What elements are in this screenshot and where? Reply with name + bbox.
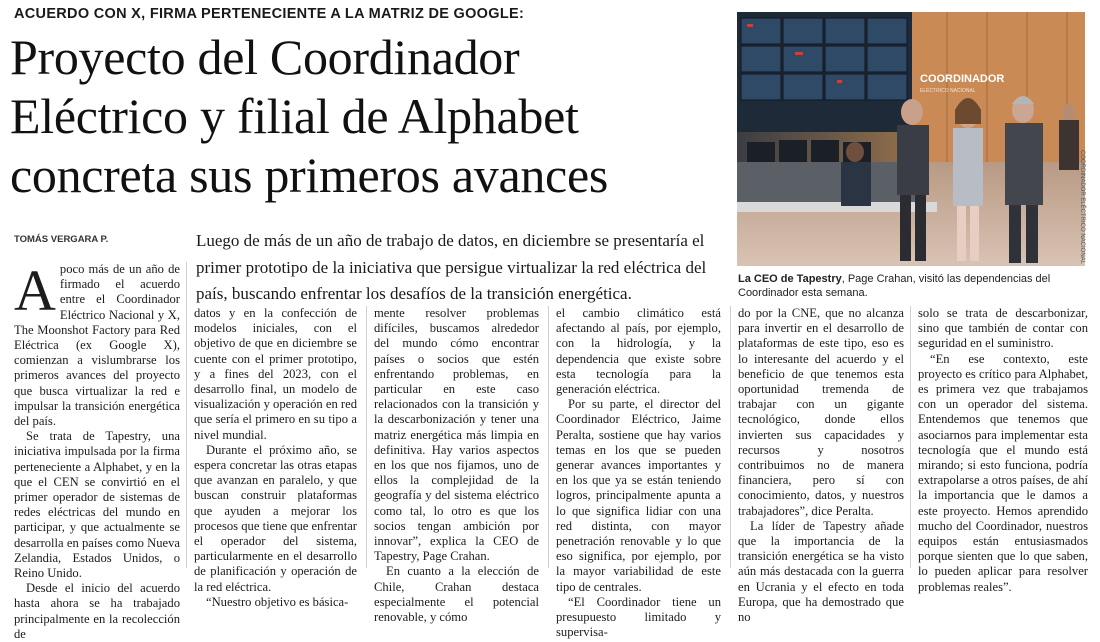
body-column-4 <box>556 306 721 640</box>
body-paragraph: “En ese contexto, este proyecto es crítico para Alphabet, es primera vez que trabajamos con un operador del sistema. Entendemos que tenemos que asociarnos para implementar esta tecnología que el mundo está mirando; si esto funciona, podría extrapolarse a otros países, de ahí la importancia que le damos a este proyecto. Hemos aprendido mucho del Coordinador, nuestros equipos están entusiasmados porque sienten que lo que saben, lo pueden aplicar para resolver problemas reales”. <box>918 351 1088 594</box>
body-column-1 <box>14 258 180 642</box>
photo-caption <box>738 272 1088 300</box>
body-paragraph: Se trata de Tapestry, una iniciativa impulsada por la firma perteneciente a Alphabet, y en la que el CEN se convirtió en el primer operador de sistemas de redes eléctricas del mundo en participar, y que actualmente se desarrolla en países como Nueva Zelandia, Estados Unidos, o Reino Unido. <box>14 429 180 581</box>
drop-cap: A <box>14 258 56 323</box>
caption-text: , Page Crahan, visitó las dependencias del Coordinador esta semana. <box>738 273 1051 299</box>
body-paragraph: datos y en la confección de modelos iniciales, con el objetivo de que en diciembre se cuente con el primer prototipo, y a fines del 2023, con el desarrollo final, un modelo de visualización y operación en red que sería el primero en su tipo a nivel mundial. <box>194 306 357 442</box>
body-paragraph: mente resolver problemas difíciles, buscamos alrededor del mundo cómo encontrar países o socios que estén enfrentando problemas, en particular en este caso relacionados con la transición y la descarbonización y tener una matriz energética más limpia en definitiva. Hay varios aspectos en los que nos fijamos, uno de ellos la complejidad de la geografía y del sistema eléctrico como tal, lo otro es que los socios tengan ambición por innovar”, explica la CEO de Tapestry, Page Crahan. <box>374 306 539 564</box>
byline: TOMÁS VERGARA P. <box>14 234 109 245</box>
article-headline <box>10 28 730 205</box>
photo-credit: COORDINADOR ELÉCTRICO NACIONAL <box>1079 150 1085 265</box>
body-column-3 <box>374 306 539 625</box>
body-paragraph: Desde el inicio del acuerdo hasta ahora se ha trabajado principalmente en la recolección de <box>14 581 180 641</box>
body-column-5 <box>738 306 904 625</box>
caption-bold: La CEO de Tapestry <box>738 273 842 285</box>
column-rule <box>548 306 549 568</box>
body-paragraph: Durante el próximo año, se espera concretar las otras etapas que avanzan en paralelo, y que buscan construir plataformas que ayuden a mejorar los procesos que tiene que enfrentar el operador del sistema, particularmente en el desarrollo de planificación y operación de la red eléctrica. <box>194 442 357 594</box>
article-lede: Luego de más de un año de trabajo de datos, en diciembre se presentaría el primer prototipo de la iniciativa que persigue virtualizar la red eléctrica del país, buscando enfrentar los desafíos de la transición energética. <box>196 231 707 303</box>
headline-line-3: concreta sus primeros avances <box>10 147 608 203</box>
article-photo <box>737 12 1085 266</box>
body-paragraph: solo se trata de descarbonizar, sino que también de contar con seguridad en el suministro. <box>918 306 1088 351</box>
column-rule <box>186 262 187 568</box>
headline-line-2: Eléctrico y filial de Alphabet <box>10 88 579 144</box>
photo-sign-text: COORDINADOR <box>920 73 1005 85</box>
body-column-6 <box>918 306 1088 595</box>
body-paragraph: el cambio climático está afectando al país, por ejemplo, con la hidrología, y la dependencia que existe sobre esta tecnología para la generación eléctrica. <box>556 306 721 397</box>
body-paragraph: Por su parte, el director del Coordinador Eléctrico, Jaime Peralta, sostiene que hay varios temas en los que se pueden generar avances importantes y en los que ya se están teniendo logros, principalmente apunta a lo que significa lidiar con una red distinta, con mayor penetración renovable y lo que eso significa, por ejemplo, por la mayor variabilidad de este tipo de centrales. <box>556 397 721 594</box>
body-paragraph: “El Coordinador tiene un presupuesto limitado y supervisa- <box>556 594 721 640</box>
body-column-2 <box>194 306 357 610</box>
column-rule <box>910 306 911 568</box>
column-rule <box>366 306 367 568</box>
body-paragraph: La líder de Tapestry añade que la importancia de la transición energética se ha visto aún más destacada con la guerra en Ucrania y el efecto en toda Europa, que ha demostrado que no <box>738 518 904 625</box>
body-paragraph: do por la CNE, que no alcanza para invertir en el desarrollo de plataformas de este tipo, eso es lo interesante del acuerdo y el beneficio de que tenemos esta oportunidad tremenda de trabajar con un gigante tecnológico, donde ellos invierten sus capacidades y recursos y nosotros contribuimos no de manera financiera, pero sí con conocimiento, datos, y nuestros trabajadores”, dice Peralta. <box>738 306 904 518</box>
body-paragraph: “Nuestro objetivo es básica- <box>206 594 349 609</box>
column-rule <box>730 306 731 568</box>
paragraph-text: poco más de un año de firmado el acuerdo entre el Coordinador Eléctrico Nacional y X, The Moonshot Factory para Red Eléctrica (ex Google X), comienzan a vislumbrarse los primeros avances del proyecto que busca virtualizar la red e impulsar la transición energética del país. <box>14 262 180 429</box>
article-kicker: ACUERDO CON X, FIRMA PERTENECIENTE A LA MATRIZ DE GOOGLE: <box>14 6 525 22</box>
body-paragraph: En cuanto a la elección de Chile, Crahan destaca especialmente el potencial renovable, y cómo <box>374 564 539 625</box>
photo-sign-subtext: ELÉCTRICO NACIONAL <box>920 88 976 94</box>
body-paragraph <box>14 258 180 429</box>
control-room-photo <box>737 12 1085 266</box>
headline-line-1: Proyecto del Coordinador <box>10 29 520 85</box>
